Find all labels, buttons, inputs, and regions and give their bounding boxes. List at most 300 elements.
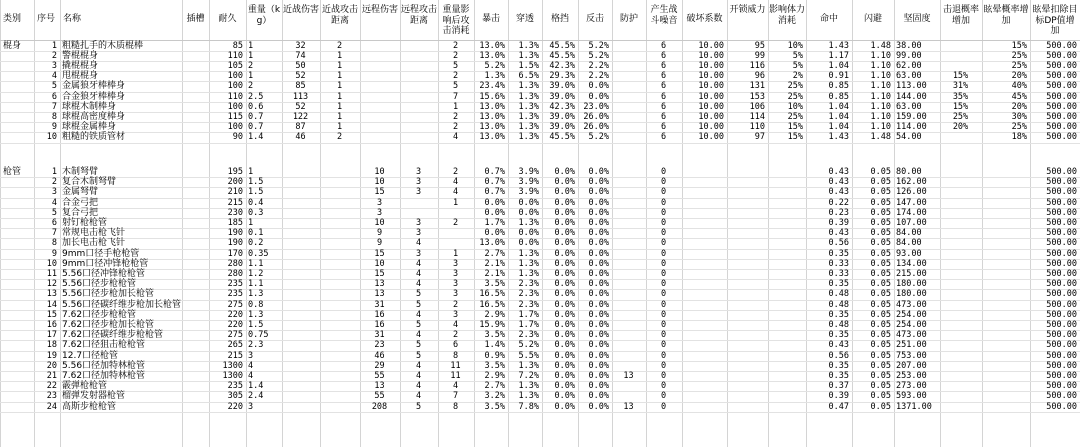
cell-pierce[interactable]: 1.5% xyxy=(518,60,539,71)
cell-crit[interactable]: 1.4% xyxy=(484,340,505,351)
cell-dodge[interactable]: 0.05 xyxy=(870,340,891,351)
cell-dpd[interactable]: 500.00 xyxy=(1046,111,1077,122)
cell-noise[interactable]: 6 xyxy=(660,50,667,61)
cell-rdmg[interactable]: 10 xyxy=(374,258,385,269)
cell-crit[interactable]: 3.5% xyxy=(484,401,505,412)
cell-name[interactable]: 9mm口径手枪枪管 xyxy=(62,248,140,259)
cell-crit[interactable]: 2.9% xyxy=(484,309,505,320)
cell-dpd[interactable]: 500.00 xyxy=(1046,81,1077,92)
cell-pierce[interactable]: 3.9% xyxy=(518,167,539,177)
cell-wt[interactable]: 4 xyxy=(248,360,254,371)
cell-dodge[interactable]: 1.10 xyxy=(870,91,891,102)
cell-name[interactable]: 7.62口径步枪枪管 xyxy=(62,309,137,320)
cell-crit[interactable]: 2.9% xyxy=(484,371,505,381)
cell-wt[interactable]: 2.3 xyxy=(248,340,264,351)
cell-block[interactable]: 0.0% xyxy=(554,228,575,239)
cell-counter[interactable]: 0.0% xyxy=(588,167,609,177)
cell-wt[interactable]: 3 xyxy=(248,350,254,361)
cell-hard[interactable]: 273.00 xyxy=(896,381,927,392)
cell-dodge[interactable]: 0.05 xyxy=(870,238,891,249)
cell-wcost[interactable]: 2 xyxy=(452,71,459,82)
cell-noise[interactable]: 0 xyxy=(660,167,667,177)
cell-mdmg[interactable]: 52 xyxy=(295,101,306,112)
cell-counter[interactable]: 0.0% xyxy=(588,330,609,341)
cell-hit[interactable]: 0.43 xyxy=(828,228,849,239)
cell-hard[interactable]: 254.00 xyxy=(896,309,927,320)
cell-idx[interactable]: 14 xyxy=(46,299,57,310)
cell-infl[interactable]: 10% xyxy=(787,101,803,112)
cell-dur[interactable]: 230 xyxy=(227,207,243,218)
cell-hit[interactable]: 0.85 xyxy=(828,81,849,92)
cell-hard[interactable]: 113.00 xyxy=(896,81,927,92)
cell-pierce[interactable]: 3.9% xyxy=(518,177,539,188)
cell-kb[interactable]: 31% xyxy=(952,81,969,92)
cell-rrng[interactable]: 5 xyxy=(415,320,422,330)
cell-rdmg[interactable]: 46 xyxy=(374,350,385,361)
cell-name[interactable]: 撬棍棍身 xyxy=(62,60,99,71)
cell-idx[interactable]: 10 xyxy=(46,258,57,269)
cell-brk[interactable]: 10.00 xyxy=(698,50,724,61)
cell-dur[interactable]: 100 xyxy=(227,101,243,112)
cell-hit[interactable]: 0.43 xyxy=(828,340,849,351)
cell-idx[interactable]: 6 xyxy=(51,218,57,228)
cell-counter[interactable]: 0.0% xyxy=(588,81,609,92)
cell-hit[interactable]: 0.35 xyxy=(828,371,849,381)
cell-crit[interactable]: 13.0% xyxy=(479,40,505,51)
cell-dodge[interactable]: 1.48 xyxy=(870,40,891,51)
cell-rrng[interactable]: 5 xyxy=(415,289,422,300)
cell-wt[interactable]: 2.4 xyxy=(248,391,264,402)
cell-mdmg[interactable]: 32 xyxy=(295,40,306,51)
cell-dodge[interactable]: 1.10 xyxy=(870,122,891,133)
cell-dpd[interactable]: 500.00 xyxy=(1046,50,1077,61)
cell-noise[interactable]: 0 xyxy=(660,401,667,412)
cell-counter[interactable]: 0.0% xyxy=(588,371,609,381)
cell-block[interactable]: 45.5% xyxy=(549,50,575,61)
cell-wcost[interactable]: 4 xyxy=(452,187,459,198)
cell-dodge[interactable]: 0.05 xyxy=(870,187,891,198)
cell-wt[interactable]: 3 xyxy=(248,401,254,412)
cell-wt[interactable]: 0.75 xyxy=(248,330,269,341)
cell-rdmg[interactable]: 55 xyxy=(374,391,385,402)
cell-hard[interactable]: 62.00 xyxy=(896,60,922,71)
cell-dodge[interactable]: 0.05 xyxy=(870,177,891,188)
column-header-counter[interactable]: 反击 xyxy=(585,14,604,24)
cell-idx[interactable]: 3 xyxy=(51,187,57,198)
cell-name[interactable]: 复合弓把 xyxy=(62,207,99,218)
cell-kb[interactable]: 35% xyxy=(952,91,969,102)
cell-wt[interactable]: 0.6 xyxy=(248,101,264,112)
cell-hard[interactable]: 84.00 xyxy=(896,228,922,239)
cell-name[interactable]: 5.56口径加特林枪管 xyxy=(62,360,146,371)
cell-dur[interactable]: 100 xyxy=(227,81,243,92)
cell-crit[interactable]: 13.0% xyxy=(479,50,505,61)
cell-dpd[interactable]: 500.00 xyxy=(1046,71,1077,82)
cell-rdmg[interactable]: 208 xyxy=(371,401,388,412)
column-header-name[interactable]: 名称 xyxy=(63,14,82,24)
cell-dur[interactable]: 220 xyxy=(227,401,243,412)
cell-dodge[interactable]: 1.10 xyxy=(870,60,891,71)
cell-infl[interactable]: 5% xyxy=(792,50,803,61)
cell-dur[interactable]: 1300 xyxy=(222,371,243,381)
cell-noise[interactable]: 6 xyxy=(660,111,667,122)
cell-dodge[interactable]: 0.05 xyxy=(870,207,891,218)
cell-stun[interactable]: 25% xyxy=(1011,60,1027,71)
cell-rdmg[interactable]: 10 xyxy=(374,218,385,228)
cell-wt[interactable]: 1.5 xyxy=(248,177,264,188)
category-label[interactable]: 棍身 xyxy=(3,40,22,51)
cell-dur[interactable]: 105 xyxy=(227,60,243,71)
cell-dpd[interactable]: 500.00 xyxy=(1046,40,1077,51)
cell-infl[interactable]: 25% xyxy=(787,91,803,102)
cell-name[interactable]: 警棍棍身 xyxy=(62,50,99,61)
cell-pierce[interactable]: 0.0% xyxy=(518,228,539,239)
cell-rdmg[interactable]: 16 xyxy=(374,309,385,320)
cell-mrng[interactable]: 1 xyxy=(336,122,343,133)
cell-hit[interactable]: 0.56 xyxy=(828,350,849,361)
cell-hard[interactable]: 80.00 xyxy=(896,167,922,177)
cell-rdmg[interactable]: 15 xyxy=(374,248,385,259)
cell-crit[interactable]: 1.7% xyxy=(484,218,505,228)
cell-idx[interactable]: 15 xyxy=(46,309,57,320)
cell-dpd[interactable]: 500.00 xyxy=(1046,401,1077,412)
cell-counter[interactable]: 2.2% xyxy=(588,60,609,71)
cell-dpd[interactable]: 500.00 xyxy=(1046,187,1077,198)
cell-hard[interactable]: 114.00 xyxy=(896,122,927,133)
cell-mdmg[interactable]: 113 xyxy=(292,91,309,102)
cell-hit[interactable]: 0.85 xyxy=(828,91,849,102)
cell-brk[interactable]: 10.00 xyxy=(698,60,724,71)
cell-dur[interactable]: 305 xyxy=(227,391,243,402)
cell-block[interactable]: 0.0% xyxy=(554,187,575,198)
cell-hard[interactable]: 253.00 xyxy=(896,371,927,381)
cell-block[interactable]: 0.0% xyxy=(554,330,575,341)
cell-idx[interactable]: 6 xyxy=(51,91,57,102)
cell-pierce[interactable]: 1.3% xyxy=(518,91,539,102)
cell-lock[interactable]: 116 xyxy=(749,60,765,71)
cell-hard[interactable]: 180.00 xyxy=(896,279,927,290)
cell-counter[interactable]: 23.0% xyxy=(583,101,609,112)
cell-wt[interactable]: 1.3 xyxy=(248,309,264,320)
cell-hit[interactable]: 1.43 xyxy=(828,132,849,143)
cell-pierce[interactable]: 7.8% xyxy=(518,401,539,412)
cell-mdmg[interactable]: 46 xyxy=(295,132,306,143)
cell-dpd[interactable]: 500.00 xyxy=(1046,167,1077,177)
cell-counter[interactable]: 0.0% xyxy=(588,320,609,330)
cell-idx[interactable]: 8 xyxy=(51,111,57,122)
cell-mrng[interactable]: 1 xyxy=(336,60,343,71)
cell-rdmg[interactable]: 3 xyxy=(376,207,383,218)
cell-dpd[interactable]: 500.00 xyxy=(1046,258,1077,269)
cell-counter[interactable]: 0.0% xyxy=(588,177,609,188)
cell-idx[interactable]: 2 xyxy=(51,50,57,61)
cell-stun[interactable]: 25% xyxy=(1011,122,1027,133)
cell-idx[interactable]: 5 xyxy=(51,81,57,92)
cell-pierce[interactable]: 1.3% xyxy=(518,360,539,371)
cell-noise[interactable]: 0 xyxy=(660,299,667,310)
cell-idx[interactable]: 13 xyxy=(46,289,57,300)
cell-noise[interactable]: 0 xyxy=(660,269,667,279)
cell-dodge[interactable]: 1.10 xyxy=(870,81,891,92)
cell-pierce[interactable]: 1.3% xyxy=(518,50,539,61)
cell-pierce[interactable]: 0.0% xyxy=(518,238,539,249)
cell-lock[interactable]: 131 xyxy=(749,81,765,92)
cell-mdmg[interactable]: 122 xyxy=(292,111,309,122)
column-header-dodge[interactable]: 闪避 xyxy=(863,14,882,24)
cell-dur[interactable]: 110 xyxy=(227,91,243,102)
cell-rrng[interactable]: 3 xyxy=(415,218,422,228)
cell-dodge[interactable]: 0.05 xyxy=(870,401,891,412)
cell-wcost[interactable]: 5 xyxy=(452,81,459,92)
cell-dodge[interactable]: 0.05 xyxy=(870,299,891,310)
cell-dpd[interactable]: 500.00 xyxy=(1046,320,1077,330)
cell-rdmg[interactable]: 3 xyxy=(376,197,383,208)
cell-idx[interactable]: 18 xyxy=(46,340,57,351)
cell-crit[interactable]: 1.3% xyxy=(484,71,505,82)
cell-dur[interactable]: 190 xyxy=(227,238,243,249)
cell-stun[interactable]: 20% xyxy=(1011,101,1027,112)
cell-block[interactable]: 0.0% xyxy=(554,177,575,188)
cell-hit[interactable]: 1.04 xyxy=(828,111,849,122)
cell-wcost[interactable]: 4 xyxy=(452,132,459,143)
cell-dodge[interactable]: 0.05 xyxy=(870,309,891,320)
cell-hit[interactable]: 0.48 xyxy=(828,320,849,330)
cell-counter[interactable]: 0.0% xyxy=(588,187,609,198)
cell-pierce[interactable]: 5.5% xyxy=(518,350,539,361)
cell-hard[interactable]: 254.00 xyxy=(896,320,927,330)
cell-rrng[interactable]: 3 xyxy=(415,187,422,198)
cell-pierce[interactable]: 2.3% xyxy=(518,279,539,290)
cell-wt[interactable]: 2 xyxy=(248,81,254,92)
cell-rrng[interactable]: 4 xyxy=(415,330,422,341)
cell-noise[interactable]: 0 xyxy=(660,350,667,361)
cell-dpd[interactable]: 500.00 xyxy=(1046,60,1077,71)
column-header-stun[interactable]: 眩晕概率增加 xyxy=(983,5,1029,26)
cell-hard[interactable]: 63.00 xyxy=(896,71,922,82)
cell-idx[interactable]: 19 xyxy=(46,350,57,361)
cell-mrng[interactable]: 1 xyxy=(336,50,343,61)
cell-counter[interactable]: 0.0% xyxy=(588,258,609,269)
column-header-wcost[interactable]: 重量影响后攻击消耗 xyxy=(442,5,470,36)
cell-wcost[interactable]: 4 xyxy=(452,177,459,188)
cell-counter[interactable]: 0.0% xyxy=(588,299,609,310)
cell-wt[interactable]: 0.8 xyxy=(248,299,264,310)
cell-noise[interactable]: 6 xyxy=(660,132,667,143)
cell-counter[interactable]: 0.0% xyxy=(588,197,609,208)
cell-hard[interactable]: 63.00 xyxy=(896,101,922,112)
cell-wt[interactable]: 1.5 xyxy=(248,320,264,330)
cell-mrng[interactable]: 1 xyxy=(336,101,343,112)
cell-wcost[interactable]: 11 xyxy=(450,371,461,381)
cell-block[interactable]: 0.0% xyxy=(554,401,575,412)
cell-counter[interactable]: 0.0% xyxy=(588,228,609,239)
cell-mrng[interactable]: 2 xyxy=(336,40,343,51)
cell-wt[interactable]: 1.5 xyxy=(248,187,264,198)
cell-mdmg[interactable]: 85 xyxy=(295,81,306,92)
cell-name[interactable]: 7.62口径碳纤维步枪枪管 xyxy=(62,330,164,341)
cell-noise[interactable]: 0 xyxy=(660,248,667,259)
cell-wt[interactable]: 2 xyxy=(248,60,254,71)
cell-mdmg[interactable]: 74 xyxy=(295,50,306,61)
cell-rrng[interactable]: 4 xyxy=(415,279,422,290)
cell-idx[interactable]: 1 xyxy=(51,167,57,177)
cell-hit[interactable]: 0.43 xyxy=(828,177,849,188)
cell-wcost[interactable]: 2 xyxy=(452,299,459,310)
cell-dodge[interactable]: 0.05 xyxy=(870,258,891,269)
cell-idx[interactable]: 24 xyxy=(46,401,57,412)
cell-block[interactable]: 0.0% xyxy=(554,269,575,279)
cell-hard[interactable]: 144.00 xyxy=(896,91,927,102)
cell-brk[interactable]: 10.00 xyxy=(698,81,724,92)
cell-pierce[interactable]: 2.3% xyxy=(518,289,539,300)
cell-dpd[interactable]: 500.00 xyxy=(1046,360,1077,371)
cell-kb[interactable]: 25% xyxy=(952,111,969,122)
cell-pierce[interactable]: 0.0% xyxy=(518,207,539,218)
column-header-block[interactable]: 格挡 xyxy=(550,14,569,24)
cell-dur[interactable]: 170 xyxy=(227,248,243,259)
cell-counter[interactable]: 0.0% xyxy=(588,401,609,412)
column-header-rrng[interactable]: 远程攻击距离 xyxy=(401,5,438,26)
cell-lock[interactable]: 99 xyxy=(754,50,765,61)
cell-rrng[interactable]: 4 xyxy=(415,309,422,320)
cell-dpd[interactable]: 500.00 xyxy=(1046,101,1077,112)
cell-dodge[interactable]: 0.05 xyxy=(870,228,891,239)
cell-stun[interactable]: 18% xyxy=(1011,132,1027,143)
cell-mrng[interactable]: 1 xyxy=(336,81,343,92)
cell-dur[interactable]: 90 xyxy=(232,132,243,143)
cell-hit[interactable]: 0.43 xyxy=(828,187,849,198)
cell-wt[interactable]: 0.7 xyxy=(248,111,264,122)
cell-brk[interactable]: 10.00 xyxy=(698,71,724,82)
cell-rrng[interactable]: 4 xyxy=(415,269,422,279)
cell-dur[interactable]: 110 xyxy=(227,50,243,61)
cell-pierce[interactable]: 1.3% xyxy=(518,122,539,133)
cell-rdmg[interactable]: 9 xyxy=(376,238,383,249)
cell-hard[interactable]: 473.00 xyxy=(896,299,927,310)
cell-name[interactable]: 榴弹发射器枪管 xyxy=(62,391,126,402)
cell-hard[interactable]: 134.00 xyxy=(896,258,927,269)
cell-noise[interactable]: 6 xyxy=(660,81,667,92)
cell-rdmg[interactable]: 10 xyxy=(374,167,385,177)
cell-noise[interactable]: 0 xyxy=(660,207,667,218)
cell-counter[interactable]: 0.0% xyxy=(588,248,609,259)
cell-wt[interactable]: 0.7 xyxy=(248,122,264,133)
cell-dodge[interactable]: 1.10 xyxy=(870,71,891,82)
cell-wcost[interactable]: 1 xyxy=(452,248,459,259)
cell-counter[interactable]: 5.2% xyxy=(588,40,609,51)
column-header-def[interactable]: 防护 xyxy=(619,14,638,24)
cell-crit[interactable]: 15.9% xyxy=(479,320,505,330)
cell-wt[interactable]: 1.1 xyxy=(248,279,264,290)
cell-hit[interactable]: 0.56 xyxy=(828,238,849,249)
cell-hit[interactable]: 0.37 xyxy=(828,381,849,392)
cell-idx[interactable]: 4 xyxy=(51,197,57,208)
cell-wt[interactable]: 0.4 xyxy=(248,197,264,208)
cell-dodge[interactable]: 1.10 xyxy=(870,111,891,122)
cell-hard[interactable]: 107.00 xyxy=(896,218,927,228)
cell-dodge[interactable]: 0.05 xyxy=(870,381,891,392)
cell-hard[interactable]: 473.00 xyxy=(896,330,927,341)
cell-hard[interactable]: 1371.00 xyxy=(896,401,932,412)
cell-crit[interactable]: 13.0% xyxy=(479,101,505,112)
cell-wt[interactable]: 1.3 xyxy=(248,289,264,300)
cell-rdmg[interactable]: 15 xyxy=(374,187,385,198)
cell-idx[interactable]: 11 xyxy=(46,269,57,279)
cell-dpd[interactable]: 500.00 xyxy=(1046,330,1077,341)
cell-pierce[interactable]: 3.9% xyxy=(518,187,539,198)
cell-hard[interactable]: 93.00 xyxy=(896,248,922,259)
cell-rdmg[interactable]: 10 xyxy=(374,177,385,188)
cell-hit[interactable]: 1.17 xyxy=(828,50,849,61)
cell-name[interactable]: 加长电击枪飞针 xyxy=(62,238,126,249)
cell-wcost[interactable]: 2 xyxy=(452,218,459,228)
cell-wcost[interactable]: 7 xyxy=(452,391,459,402)
cell-wcost[interactable]: 8 xyxy=(452,401,459,412)
cell-infl[interactable]: 15% xyxy=(787,122,803,133)
cell-crit[interactable]: 0.9% xyxy=(484,350,505,361)
cell-counter[interactable]: 0.0% xyxy=(588,218,609,228)
cell-hard[interactable]: 593.00 xyxy=(896,391,927,402)
cell-wt[interactable]: 1 xyxy=(248,218,254,228)
cell-wcost[interactable]: 3 xyxy=(452,309,459,320)
cell-crit[interactable]: 2.7% xyxy=(484,381,505,392)
cell-infl[interactable]: 2% xyxy=(792,71,803,82)
cell-hit[interactable]: 1.43 xyxy=(828,40,849,51)
cell-wcost[interactable]: 2 xyxy=(452,167,459,177)
cell-block[interactable]: 0.0% xyxy=(554,289,575,300)
column-header-mdmg[interactable]: 近战伤害 xyxy=(283,5,320,15)
cell-pierce[interactable]: 1.3% xyxy=(518,248,539,259)
cell-hit[interactable]: 0.23 xyxy=(828,207,849,218)
cell-noise[interactable]: 0 xyxy=(660,330,667,341)
cell-idx[interactable]: 8 xyxy=(51,238,57,249)
cell-wcost[interactable]: 2 xyxy=(452,122,459,133)
cell-dur[interactable]: 275 xyxy=(227,299,243,310)
cell-crit[interactable]: 13.0% xyxy=(479,111,505,122)
cell-crit[interactable]: 0.7% xyxy=(484,177,505,188)
cell-lock[interactable]: 114 xyxy=(749,111,765,122)
cell-name[interactable]: 12.7口径枪管 xyxy=(62,350,119,361)
cell-noise[interactable]: 6 xyxy=(660,40,667,51)
cell-dodge[interactable]: 0.05 xyxy=(870,197,891,208)
cell-dur[interactable]: 185 xyxy=(227,218,243,228)
cell-crit[interactable]: 3.5% xyxy=(484,279,505,290)
cell-counter[interactable]: 0.0% xyxy=(588,279,609,290)
cell-block[interactable]: 39.0% xyxy=(549,81,575,92)
cell-dpd[interactable]: 500.00 xyxy=(1046,197,1077,208)
cell-rdmg[interactable]: 29 xyxy=(374,360,385,371)
cell-hard[interactable]: 174.00 xyxy=(896,207,927,218)
cell-noise[interactable]: 0 xyxy=(660,258,667,269)
cell-brk[interactable]: 10.00 xyxy=(698,132,724,143)
cell-dur[interactable]: 220 xyxy=(227,309,243,320)
cell-dodge[interactable]: 0.05 xyxy=(870,320,891,330)
cell-name[interactable]: 球棍木制棒身 xyxy=(62,101,117,112)
cell-block[interactable]: 45.5% xyxy=(549,40,575,51)
cell-wcost[interactable]: 4 xyxy=(452,381,459,392)
cell-idx[interactable]: 5 xyxy=(51,207,57,218)
cell-dpd[interactable]: 500.00 xyxy=(1046,218,1077,228)
cell-dpd[interactable]: 500.00 xyxy=(1046,207,1077,218)
column-header-kb[interactable]: 击退概率增加 xyxy=(942,5,979,26)
cell-hard[interactable]: 159.00 xyxy=(896,111,927,122)
cell-block[interactable]: 0.0% xyxy=(554,309,575,320)
cell-rrng[interactable]: 5 xyxy=(415,401,422,412)
cell-wcost[interactable]: 8 xyxy=(452,350,459,361)
cell-wt[interactable]: 4 xyxy=(248,371,254,381)
category-label[interactable]: 枪管 xyxy=(3,167,22,177)
cell-dur[interactable]: 235 xyxy=(227,381,243,392)
